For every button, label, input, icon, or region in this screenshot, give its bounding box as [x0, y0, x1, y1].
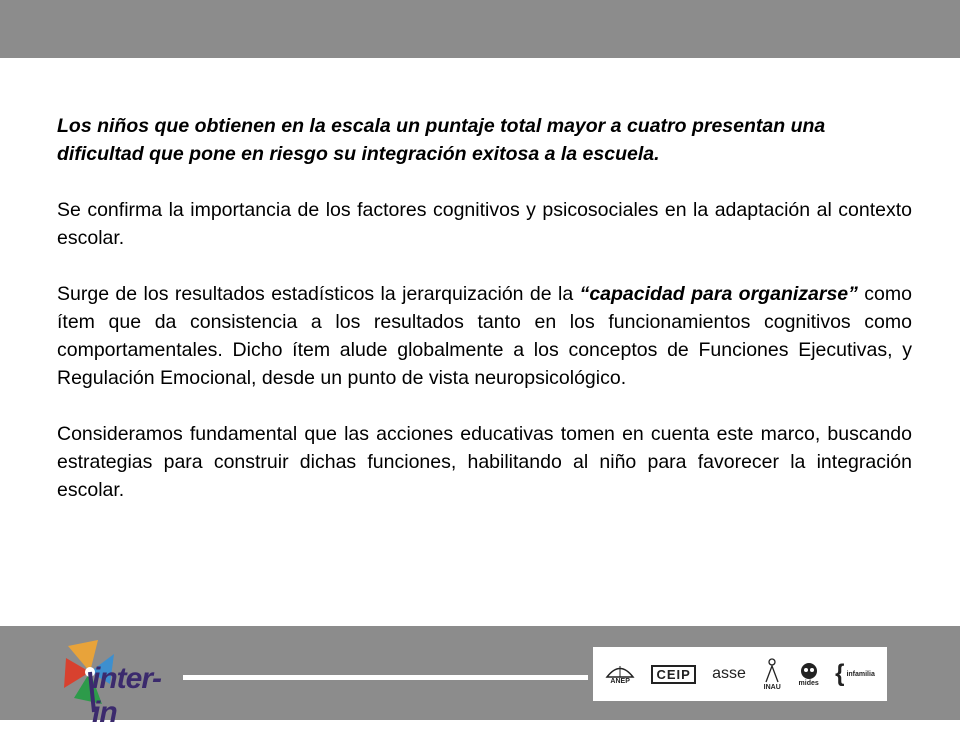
paragraph-conclusion: Consideramos fundamental que las acciones educativas tomen en cuenta este marco, buscando estrategias para construir dichas funciones, habilitando al niño para favorecer la integración escolar.	[57, 423, 912, 501]
mides-emblem-icon	[800, 662, 818, 680]
figures-icon	[762, 658, 782, 684]
infamilia-logo	[835, 662, 875, 686]
footer-divider	[183, 675, 588, 680]
top-band	[0, 0, 960, 58]
paragraph-factors: Se confirma la importancia de los factores cognitivos y psicosociales en la adaptación al contexto escolar.	[57, 199, 912, 249]
paragraph-results-end: como ítem que da consistencia a los resultados tanto en los funcionamientos cognitivos como comportamentales. Dicho ítem alude globalmente a los conceptos de Funciones Ejecutivas, y Regulación Emocional, desde un punto de vista neuropsicológico.	[57, 283, 912, 389]
mides-label: mides	[798, 679, 819, 687]
inter-in-logo	[60, 632, 185, 729]
asse-logo	[712, 665, 746, 683]
inau-logo	[762, 658, 782, 691]
ceip-logo: CEIP	[651, 665, 695, 684]
paragraph-results	[57, 280, 912, 392]
paragraph-results-start: Surge de los resultados estadísticos la jerarquización de la	[57, 283, 580, 305]
lead-paragraph: Los niños que obtienen en la escala un puntaje total mayor a cuatro presentan una dificultad que pone en riesgo su integración exitosa a la escuela.	[57, 115, 826, 165]
mides-logo	[799, 662, 819, 687]
slide-content	[57, 112, 912, 532]
brace-icon: {	[835, 660, 845, 687]
logo-text: inter-in	[92, 662, 161, 729]
emphasis-capacity: “capacidad para organizarse”	[579, 283, 858, 305]
partner-logos	[593, 647, 887, 701]
sun-icon	[605, 664, 635, 678]
inau-label: INAU	[763, 683, 781, 691]
anep-logo	[605, 664, 635, 685]
asse-label: asse	[712, 665, 746, 682]
anep-label: ANEP	[610, 677, 630, 685]
infamilia-label: infamilia	[846, 670, 875, 678]
